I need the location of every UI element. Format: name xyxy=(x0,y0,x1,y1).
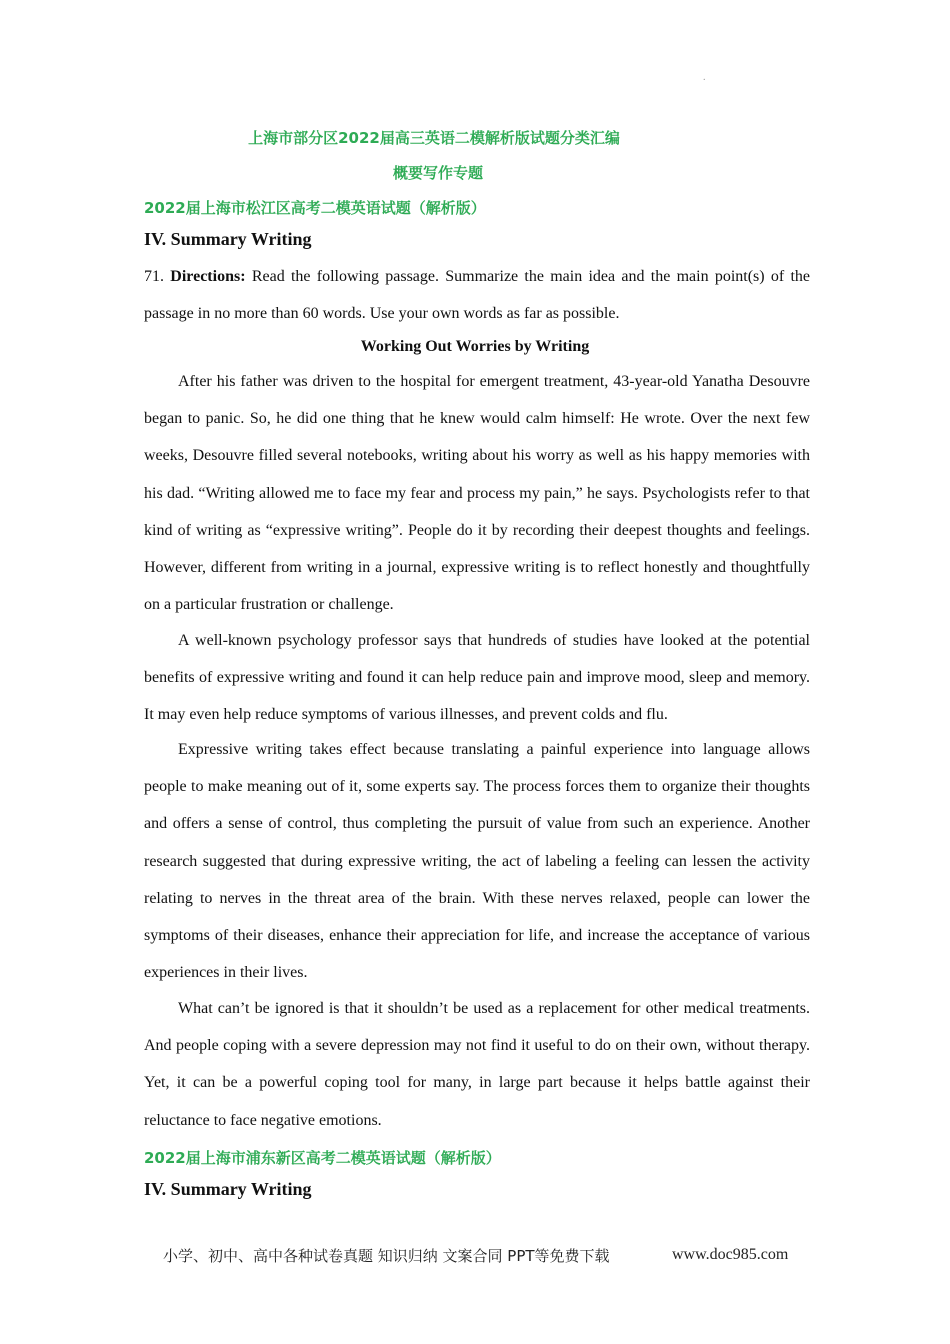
part-heading: IV. Summary Writing xyxy=(144,1179,312,1199)
question-number: 71. xyxy=(144,268,164,285)
section-source-heading: 2022届上海市浦东新区高考二模英语试题（解析版） xyxy=(144,1149,501,1167)
part-heading: IV. Summary Writing xyxy=(144,229,312,249)
directions-label: Directions: xyxy=(170,268,246,285)
directions-text: Read the following passage. Summarize the main idea and the main point(s) of the passage in no more than 60 words. Use your own words as far as possible. xyxy=(144,268,811,323)
passage-paragraph: After his father was driven to the hospital for emergent treatment, 43-year-old Yanatha Desouvre began to panic. So, he did one thing that he knew would calm himself: He wrote. Over the next few weeks, Desouvre filled several notebooks, writing about his worry as well as his happy memories with his dad. “Writing allowed me to face my fear and process my pain,” he says. Psychologists refer to that kind of writing as “expressive writing”. People do it by recording their deepest thoughts and feelings. However, different from writing in a journal, expressive writing is to reflect honestly and thoughtfully on a particular frustration or challenge. xyxy=(144,373,810,614)
passage-title: Working Out Worries by Writing xyxy=(360,338,590,355)
passage-paragraph: Expressive writing takes effect because translating a painful experience into language allows people to make meaning out of it, some experts say. The process forces them to organize their thoughts and offers a sense of control, thus completing the pursuit of value from such an experience. Another research suggested that during expressive writing, the act of labeling a feeling can lessen the activity relating to nerves in the threat area of the brain. With these nerves relaxed, people can lower the symptoms of their diseases, enhance their appreciation for life, and increase the acceptance of various experiences in their lives. xyxy=(144,741,810,982)
header-mark: . xyxy=(703,72,706,83)
document-subtitle: 概要写作专题 xyxy=(392,164,483,182)
directions-paragraph xyxy=(144,258,810,332)
footer-url: www.doc985.com xyxy=(672,1246,789,1263)
footer-text: 小学、初中、高中各种试卷真题 知识归纳 文案合同 PPT等免费下载 xyxy=(163,1247,610,1265)
document-title: 上海市部分区2022届高三英语二模解析版试题分类汇编 xyxy=(248,129,620,147)
passage-paragraph: What can’t be ignored is that it shouldn’t be used as a replacement for other medical treatments. And people coping with a severe depression may not find it useful to do on their own, without therapy. Yet, it can be a powerful coping tool for many, in large part because it helps battle against their reluctance to face negative emotions. xyxy=(144,1000,810,1129)
section-source-heading: 2022届上海市松江区高考二模英语试题（解析版） xyxy=(144,199,486,217)
passage-paragraph: A well-known psychology professor says that hundreds of studies have looked at the potential benefits of expressive writing and found it can help reduce pain and improve mood, sleep and memory. It may even help reduce symptoms of various illnesses, and prevent colds and flu. xyxy=(144,632,810,724)
